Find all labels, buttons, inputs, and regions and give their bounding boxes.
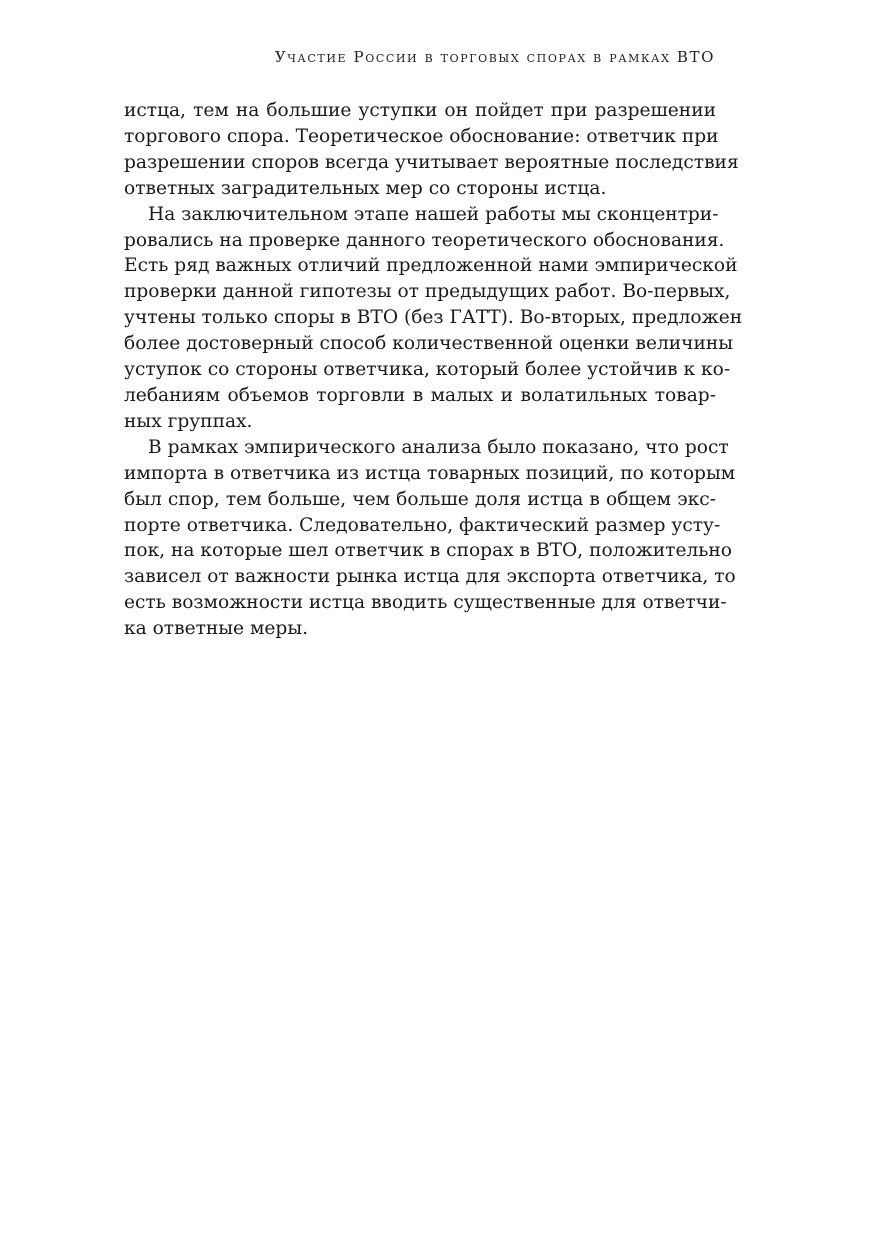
text-line: проверки данной гипотезы от предыдущих работ. Во-первых,	[124, 281, 731, 303]
text-line: лебаниям объемов торговли в малых и волатильных товар-	[124, 384, 716, 406]
text-line: В рамках эмпирического анализа было показано, что рост	[148, 436, 729, 458]
text-line: Есть ряд важных отличий предложенной нами эмпирической	[124, 255, 738, 277]
running-header: Участие России в торговых спорах в рамках ВТО	[274, 48, 715, 66]
paragraph-2	[124, 202, 743, 435]
text-line: пок, на которые шел ответчик в спорах в ВТО, положительно	[124, 540, 732, 562]
text-line: На заключительном этапе нашей работы мы сконцентри-	[148, 203, 719, 225]
text-line: учтены только споры в ВТО (без ГАТТ). Во-вторых, предложен	[124, 307, 743, 329]
text-line: торгового спора. Теоретическое обоснование: ответчик при	[124, 125, 719, 147]
text-line: истца, тем на большие уступки он пойдет при разрешении	[124, 100, 716, 121]
body-text	[124, 98, 743, 642]
text-line: разрешении споров всегда учитывает вероятные последствия	[124, 151, 739, 173]
text-line: был спор, тем больше, чем больше доля истца в общем экс-	[124, 488, 716, 510]
text-line: уступок со стороны ответчика, который более устойчив к ко-	[124, 359, 731, 381]
paragraph-1	[124, 98, 739, 202]
text-line: есть возможности истца вводить существенные для ответчи-	[124, 592, 727, 614]
text-line: порте ответчика. Следовательно, фактический размер усту-	[124, 514, 721, 536]
paragraph-3	[124, 435, 736, 642]
text-line: ка ответные меры.	[124, 618, 309, 640]
text-line: ответных заградительных мер со стороны истца.	[124, 177, 607, 199]
text-line: более достоверный способ количественной оценки величины	[124, 333, 734, 355]
text-line: импорта в ответчика из истца товарных позиций, по которым	[124, 462, 736, 484]
text-line: ных группах.	[124, 410, 253, 432]
text-line: зависел от важности рынка истца для экспорта ответчика, то	[124, 566, 736, 588]
text-line: ровались на проверке данного теоретического обоснования.	[124, 229, 725, 251]
